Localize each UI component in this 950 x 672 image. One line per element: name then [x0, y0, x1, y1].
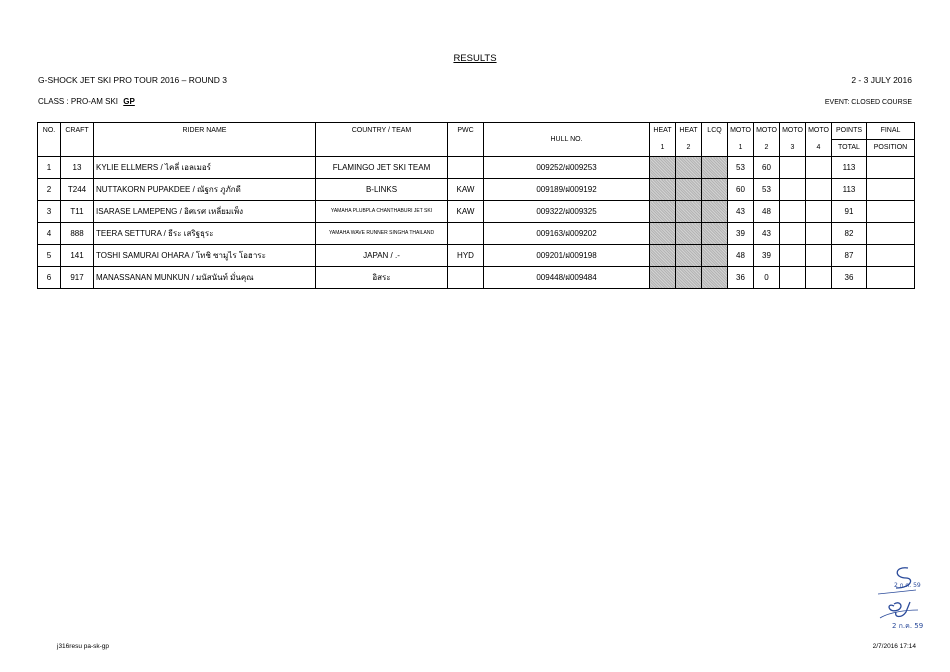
col-heat1: HEAT — [650, 123, 676, 140]
cell-moto2: 60 — [754, 157, 780, 179]
col-moto4: MOTO — [806, 123, 832, 140]
col-total: TOTAL — [832, 140, 867, 157]
cell-total: 82 — [832, 223, 867, 245]
table-row — [38, 245, 915, 267]
cell-lcq — [702, 201, 728, 223]
table-row — [38, 223, 915, 245]
cell-moto3 — [780, 179, 806, 201]
col-heat2: HEAT — [676, 123, 702, 140]
cell-lcq — [702, 267, 728, 289]
cell-moto2: 0 — [754, 267, 780, 289]
cell-team: YAMAHA WAVE RUNNER SINGHA THAILAND — [316, 223, 448, 245]
official-signature — [850, 560, 930, 640]
table-row — [38, 157, 915, 179]
table-row — [38, 179, 915, 201]
cell-moto2: 48 — [754, 201, 780, 223]
event-type: EVENT: CLOSED COURSE — [824, 99, 912, 106]
cell-heat2 — [676, 245, 702, 267]
col-country: COUNTRY / TEAM — [316, 123, 448, 157]
cell-total: 91 — [832, 201, 867, 223]
col-moto3-num: 3 — [780, 140, 806, 157]
cell-pwc — [448, 223, 484, 245]
cell-rider: NUTTAKORN PUPAKDEE / ณัฐกร ภูภักดี — [94, 179, 316, 201]
cell-moto3 — [780, 201, 806, 223]
cell-total: 113 — [832, 157, 867, 179]
cell-craft: 13 — [61, 157, 94, 179]
cell-heat1 — [650, 157, 676, 179]
cell-moto4 — [806, 267, 832, 289]
cell-position — [867, 201, 915, 223]
cell-team: JAPAN / .- — [316, 245, 448, 267]
cell-moto2: 53 — [754, 179, 780, 201]
cell-team: อิสระ — [316, 267, 448, 289]
page-title: RESULTS — [453, 53, 497, 64]
cell-craft: 917 — [61, 267, 94, 289]
cell-craft: T11 — [61, 201, 94, 223]
cell-moto3 — [780, 157, 806, 179]
cell-rider: ISARASE LAMEPENG / อิศเรศ เหลี่ยมเพ็ง — [94, 201, 316, 223]
cell-rider: KYLIE ELLMERS / ไคลี่ เอลเมอร์ — [94, 157, 316, 179]
cell-moto4 — [806, 223, 832, 245]
cell-heat2 — [676, 157, 702, 179]
cell-heat1 — [650, 201, 676, 223]
col-heat1-num: 1 — [650, 140, 676, 157]
cell-hull: 009448/ฝ009484 — [484, 267, 650, 289]
col-hull: HULL NO. — [484, 123, 650, 157]
cell-no: 6 — [38, 267, 61, 289]
cell-moto4 — [806, 245, 832, 267]
col-moto4-num: 4 — [806, 140, 832, 157]
cell-moto2: 43 — [754, 223, 780, 245]
cell-heat2 — [676, 267, 702, 289]
cell-team: YAMAHA PLUBPLA CHANTHABURI JET SKI — [316, 201, 448, 223]
class-code: GP — [123, 97, 135, 106]
cell-moto4 — [806, 179, 832, 201]
cell-lcq — [702, 223, 728, 245]
cell-moto1: 39 — [728, 223, 754, 245]
cell-position — [867, 245, 915, 267]
cell-total: 36 — [832, 267, 867, 289]
signature-date-2: 2 ก.ค. 59 — [892, 622, 924, 630]
results-body — [38, 157, 915, 289]
cell-rider: TOSHI SAMURAI OHARA / โทชิ ซามูไร โอฮาระ — [94, 245, 316, 267]
cell-lcq — [702, 157, 728, 179]
cell-craft: 141 — [61, 245, 94, 267]
cell-total: 87 — [832, 245, 867, 267]
cell-rider: TEERA SETTURA / ธีระ เสริฐธุระ — [94, 223, 316, 245]
col-heat2-num: 2 — [676, 140, 702, 157]
header-row — [38, 123, 915, 140]
event-title: G-SHOCK JET SKI PRO TOUR 2016 – ROUND 3 — [38, 75, 227, 85]
footer-file-ref: j316resu pa-sk-gp — [57, 643, 110, 650]
cell-craft: 888 — [61, 223, 94, 245]
cell-no: 1 — [38, 157, 61, 179]
col-pwc: PWC — [448, 123, 484, 157]
col-lcq: LCQ — [702, 123, 728, 157]
col-moto1: MOTO — [728, 123, 754, 140]
col-moto1-num: 1 — [728, 140, 754, 157]
cell-craft: T244 — [61, 179, 94, 201]
cell-moto1: 53 — [728, 157, 754, 179]
cell-moto1: 36 — [728, 267, 754, 289]
cell-heat1 — [650, 179, 676, 201]
cell-moto3 — [780, 245, 806, 267]
cell-heat1 — [650, 223, 676, 245]
col-moto2: MOTO — [754, 123, 780, 140]
cell-moto4 — [806, 157, 832, 179]
cell-heat1 — [650, 267, 676, 289]
table-row — [38, 201, 915, 223]
cell-pwc — [448, 267, 484, 289]
cell-position — [867, 179, 915, 201]
cell-pwc: KAW — [448, 179, 484, 201]
cell-hull: 009189/ฝ009192 — [484, 179, 650, 201]
cell-pwc — [448, 157, 484, 179]
cell-team: B-LINKS — [316, 179, 448, 201]
col-points: POINTS — [832, 123, 867, 140]
cell-team: FLAMINGO JET SKI TEAM — [316, 157, 448, 179]
cell-no: 2 — [38, 179, 61, 201]
col-craft: CRAFT — [61, 123, 94, 157]
cell-hull: 009201/ฝ009198 — [484, 245, 650, 267]
cell-position — [867, 157, 915, 179]
col-final: FINAL — [867, 123, 915, 140]
col-moto2-num: 2 — [754, 140, 780, 157]
cell-moto3 — [780, 223, 806, 245]
class-label: CLASS : PRO-AM SKI — [38, 97, 119, 106]
results-table — [37, 122, 915, 289]
event-date: 2 - 3 JULY 2016 — [851, 75, 912, 85]
cell-heat2 — [676, 179, 702, 201]
cell-hull: 009252/ฝ009253 — [484, 157, 650, 179]
cell-rider: MANASSANAN MUNKUN / มนัสนันท์ มั่นคุณ — [94, 267, 316, 289]
cell-heat2 — [676, 223, 702, 245]
cell-lcq — [702, 179, 728, 201]
cell-moto1: 48 — [728, 245, 754, 267]
col-no: NO. — [38, 123, 61, 157]
cell-pwc: KAW — [448, 201, 484, 223]
cell-heat2 — [676, 201, 702, 223]
cell-moto3 — [780, 267, 806, 289]
cell-no: 5 — [38, 245, 61, 267]
table-row — [38, 267, 915, 289]
cell-position — [867, 267, 915, 289]
cell-hull: 009322/ฝ009325 — [484, 201, 650, 223]
cell-hull: 009163/ฝ009202 — [484, 223, 650, 245]
cell-no: 4 — [38, 223, 61, 245]
signature-date-1: 2 ก.ค. 59 — [894, 582, 921, 589]
col-rider: RIDER NAME — [94, 123, 316, 157]
cell-lcq — [702, 245, 728, 267]
cell-pwc: HYD — [448, 245, 484, 267]
cell-moto1: 43 — [728, 201, 754, 223]
cell-moto2: 39 — [754, 245, 780, 267]
cell-moto1: 60 — [728, 179, 754, 201]
class-line — [38, 97, 135, 106]
footer-timestamp: 2/7/2016 17:14 — [872, 643, 916, 650]
cell-moto4 — [806, 201, 832, 223]
col-moto3: MOTO — [780, 123, 806, 140]
cell-no: 3 — [38, 201, 61, 223]
cell-total: 113 — [832, 179, 867, 201]
cell-heat1 — [650, 245, 676, 267]
col-position: POSITION — [867, 140, 915, 157]
cell-position — [867, 223, 915, 245]
